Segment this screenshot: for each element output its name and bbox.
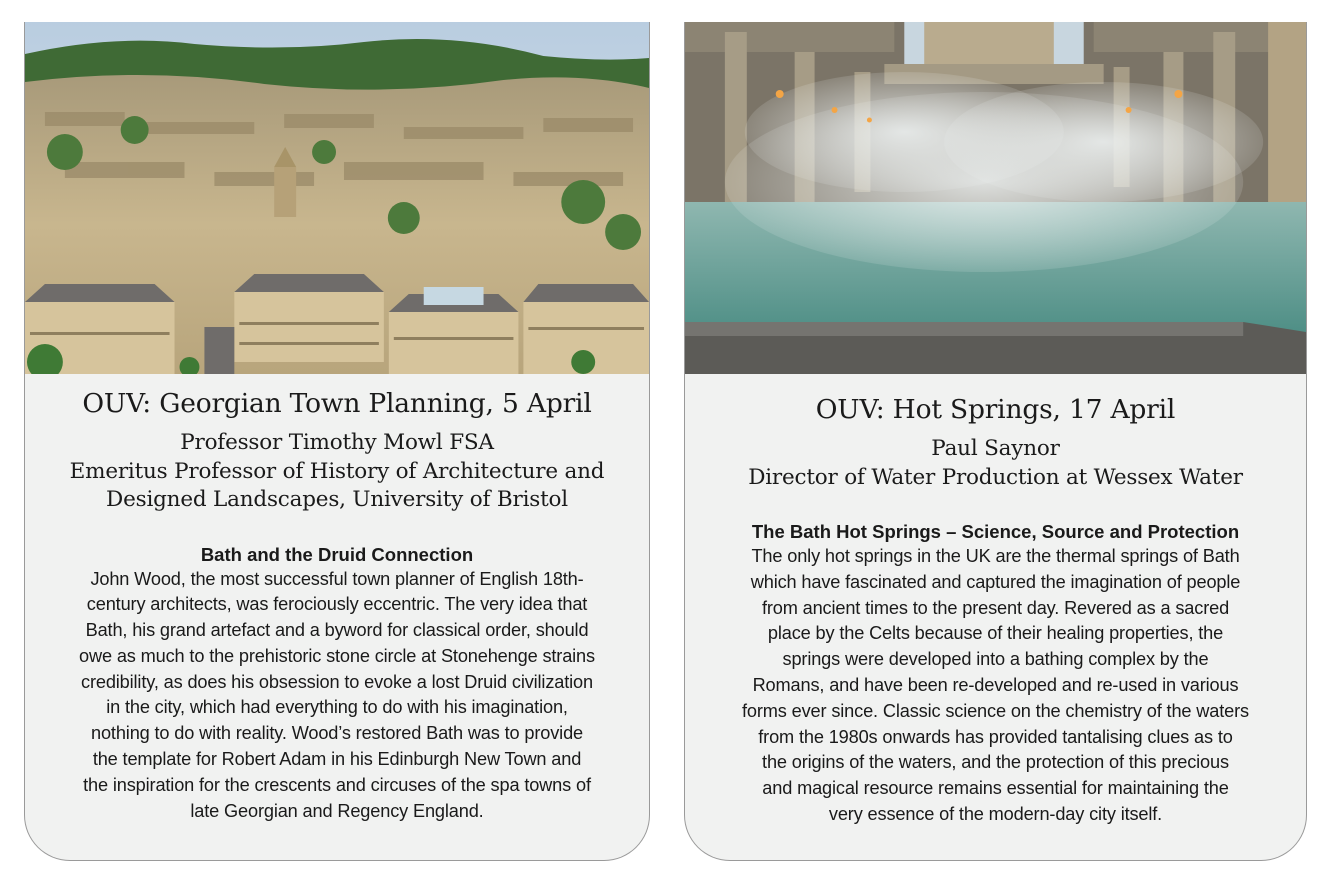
speaker-role-line: Director of Water Production at Wessex Water bbox=[748, 464, 1243, 490]
abstract-line: nothing to do with reality. Wood’s restored Bath was to provide bbox=[91, 723, 583, 744]
abstract-line: and magical resource remains essential for maintaining the bbox=[762, 778, 1229, 799]
abstract-line: century architects, was ferociously eccentric. The very idea that bbox=[86, 594, 588, 615]
abstract-line: in the city, which had everything to do with his imagination, bbox=[106, 697, 568, 718]
abstract-line: springs were developed into a bathing complex by the bbox=[782, 649, 1209, 670]
talk-title: Bath and the Druid Connection bbox=[200, 543, 474, 565]
speaker-name: Paul Saynor bbox=[931, 436, 1060, 461]
abstract-line: from ancient times to the present day. Revered as a sacred bbox=[761, 597, 1230, 618]
abstract-line: late Georgian and Regency England. bbox=[190, 800, 484, 821]
speaker-role-line: Designed Landscapes, University of Bristol bbox=[106, 487, 568, 512]
speaker-name: Professor Timothy Mowl FSA bbox=[180, 430, 494, 455]
abstract-line: John Wood, the most successful town planner of English 18th- bbox=[90, 568, 584, 589]
abstract-line: Bath, his grand artefact and a byword for classical order, should bbox=[85, 620, 589, 641]
event-card-georgian-town-planning bbox=[24, 22, 650, 861]
abstract-line: the inspiration for the crescents and circuses of the spa towns of bbox=[83, 774, 591, 795]
speaker-info bbox=[685, 435, 1306, 492]
abstract-line: from the 1980s onwards has provided tantalising clues as to bbox=[758, 726, 1233, 747]
speaker-role-line: Emeritus Professor of History of Architecture and bbox=[69, 458, 605, 484]
talk-abstract bbox=[25, 567, 649, 825]
abstract-line: The only hot springs in the UK are the thermal springs of Bath bbox=[751, 546, 1240, 566]
abstract-line: credibility, as does his obsession to evoke a lost Druid civilization bbox=[81, 671, 593, 692]
event-title: OUV: Hot Springs, 17 April bbox=[815, 394, 1176, 425]
event-card-body bbox=[25, 387, 649, 824]
event-card-hot-springs bbox=[684, 22, 1307, 861]
event-card-body bbox=[685, 393, 1306, 828]
talk-abstract bbox=[685, 544, 1306, 828]
abstract-line: the template for Robert Adam in his Edinburgh New Town and bbox=[92, 749, 582, 770]
roman-baths-steam-photo bbox=[685, 22, 1306, 374]
abstract-line: forms ever since. Classic science on the chemistry of the waters bbox=[742, 700, 1249, 721]
bath-city-panorama-photo bbox=[25, 22, 649, 374]
abstract-line: very essence of the modern-day city itself. bbox=[828, 803, 1163, 824]
abstract-line: owe as much to the prehistoric stone circle at Stonehenge strains bbox=[79, 645, 595, 666]
abstract-line: the origins of the waters, and the protection of this precious bbox=[762, 752, 1229, 773]
abstract-line: which have fascinated and captured the imagination of people bbox=[750, 571, 1241, 592]
event-title: OUV: Georgian Town Planning, 5 April bbox=[82, 388, 592, 419]
speaker-info bbox=[25, 429, 649, 515]
abstract-line: place by the Celts because of their healing properties, the bbox=[767, 623, 1224, 644]
talk-title: The Bath Hot Springs – Science, Source and Protection bbox=[751, 521, 1240, 542]
abstract-line: Romans, and have been re-developed and re-used in various bbox=[752, 674, 1239, 695]
